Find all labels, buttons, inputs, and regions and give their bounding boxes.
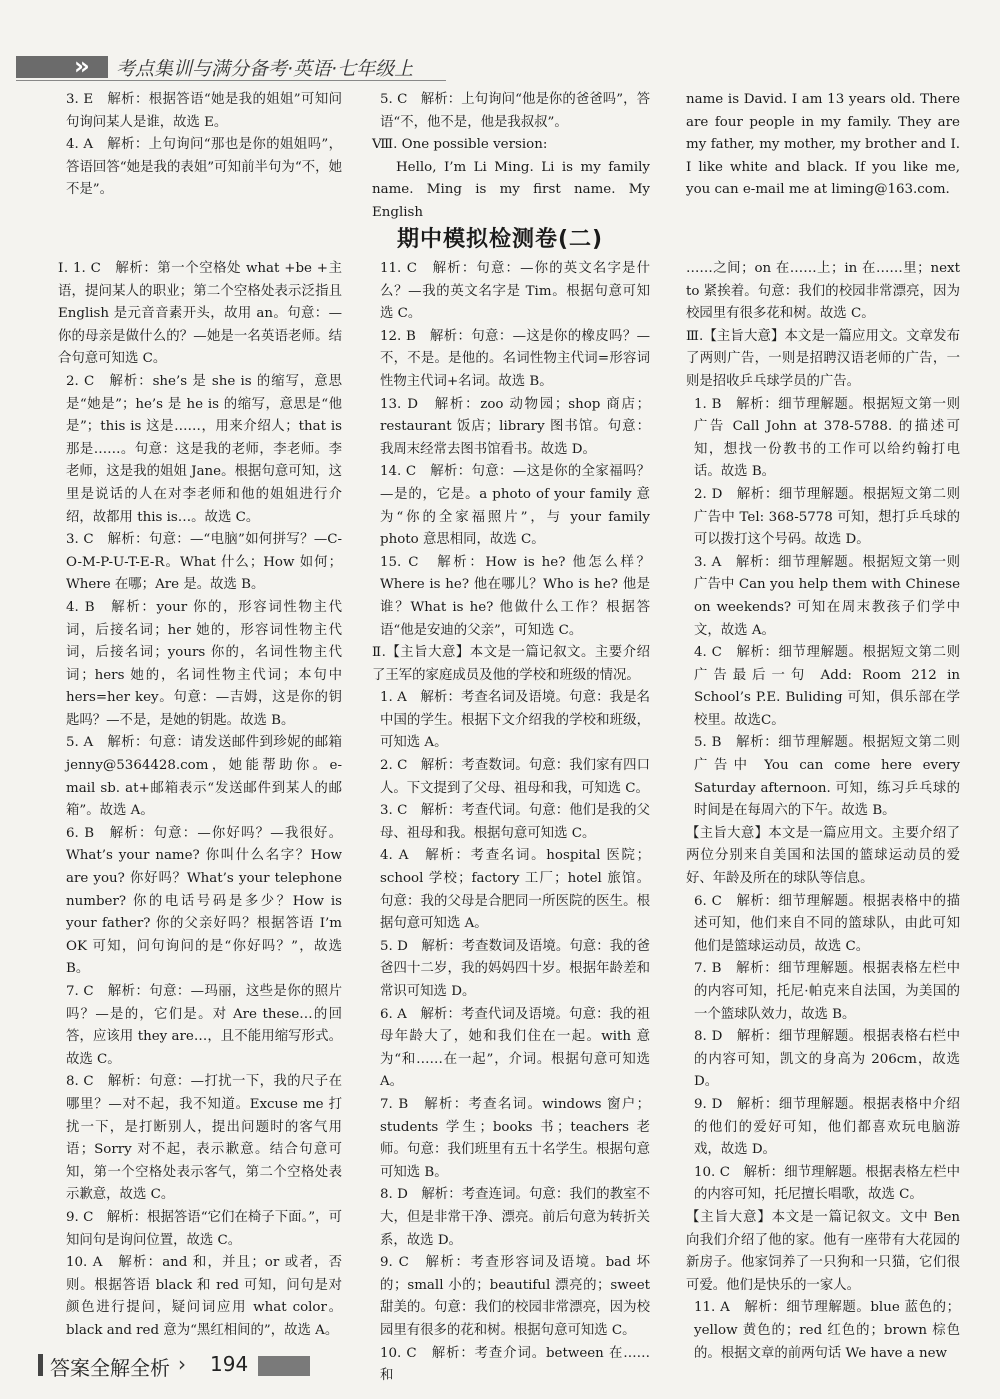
answer-item: 5. D 解析：考查数词及语境。句意：我的爸爸四十二岁，我的妈妈四十岁。根据年龄差和常识可知选 D。 — [380, 938, 650, 999]
answer-item: 3. C 解析：考查代词。句意：他们是我的父母、祖母和我。根据句意可知选 C。 — [380, 803, 650, 841]
running-header — [16, 52, 436, 80]
answer-item: 3. E 解析：根据答语“她是我的姐姐”可知问句询问某人是谁，故选 E。 — [66, 92, 342, 130]
passage-summary: Ⅲ.【主旨大意】本文是一篇应用文。文章发布了两则广告，一则是招聘汉语老师的广告，一则是招收乒乓球学员的广告。 — [686, 328, 960, 389]
answer-item: 3. A 解析：细节理解题。根据短文第一则广告中 Can you help them with Chinese on weekends? 可知在周末教孩子们学中文，故选 A。 — [694, 554, 960, 638]
chevron-right-icon: › — [178, 1352, 186, 1376]
answer-item: 6. C 解析：细节理解题。根据表格中的描述可知，他们来自不同的篮球队，由此可知他们是篮球运动员，故选 C。 — [694, 893, 960, 954]
footer-bar — [38, 1354, 43, 1376]
answer-item: 8. C 解析：句意：—打扰一下，我的尺子在哪里？—对不起，我不知道。Excuse me 打扰一下，是打断别人，提出问题时的客气用语；Sorry 对不起，表示歉意。结合句意可知，第一个空格处表示客气，第二个空格处表示歉意，故选 C。 — [66, 1074, 342, 1203]
answer-item: 1. A 解析：考查名词及语境。句意：我是名中国的学生。根据下文介绍我的学校和班级，可知选 A。 — [380, 690, 650, 751]
answer-item: 11. A 解析：细节理解题。blue 蓝色的；yellow 黄色的；red 红色的；brown 棕色的。根据文章的前两句话 We have a new — [694, 1300, 960, 1361]
header-rule — [16, 80, 446, 81]
passage-summary: 【主旨大意】本文是一篇应用文。主要介绍了两位分别来自美国和法国的篮球运动员的爱好、年龄及所在的球队等信息。 — [686, 825, 960, 887]
essay-paragraph: Hello, I’m Li Ming. Li is my family name. Ming is my first name. My English — [372, 159, 650, 220]
answer-item: 3. C 解析：句意：—“电脑”如何拼写？—C-O-M-P-U-T-E-R。What 什么；How 如何；Where 在哪；Are 是。故选 B。 — [66, 532, 342, 593]
answer-item: 13. D 解析：zoo 动物园；shop 商店；restaurant 饭店；library 图书馆。句意：我周末经常去图书馆看书。故选 D。 — [380, 396, 650, 457]
chevron-right-icon: ›› — [74, 52, 86, 80]
header-bar — [16, 56, 108, 78]
answer-item: 12. B 解析：句意：—这是你的橡皮吗？—不，不是。是他的。名词性物主代词=形容词性物主代词+名词。故选 B。 — [380, 328, 650, 389]
answer-item: 2. D 解析：细节理解题。根据短文第二则广告中 Tel: 368-5778 可知，想打乒乓球的可以拨打这个号码。故选 D。 — [694, 486, 960, 548]
answer-item: 9. C 解析：考查形容词及语境。bad 坏的；small 小的；beautiful 漂亮的；sweet 甜美的。句意：我们的校园非常漂亮，因为校园里有很多的花和树。根据句意可知选 C。 — [380, 1255, 650, 1338]
top-column-1 — [58, 89, 342, 202]
answer-item: 7. B 解析：细节理解题。根据表格左栏中的内容可知，托尼·帕克来自法国，为美国的一个篮球队效力，故选 B。 — [694, 961, 960, 1022]
section-title: 期中模拟检测卷(二) — [396, 227, 604, 252]
header-title: 考点集训与满分备考·英语·七年级上 — [116, 58, 414, 80]
answer-item: 7. B 解析：考查名词。windows 窗户；students 学生；books 书；teachers 老师。句意：我们班里有五十名学生。根据句意可知选 B。 — [380, 1096, 650, 1180]
answer-item: 2. C 解析：she’s 是 she is 的缩写，意思是“她是”；he’s 是 he is 的缩写，意思是“他是”；this is 这是……，用来介绍人；that is 那是……。句意：这是我的老师，李老师。李老师，这是我的姐姐 Jane。根据句意可知，这里是说话的人在对李老师和他的姐姐进行介绍，故都用 this is…。故选 C。 — [66, 373, 342, 525]
passage-summary: Ⅱ.【主旨大意】本文是一篇记叙文。主要介绍了王军的家庭成员及他的学校和班级的情况。 — [372, 645, 650, 683]
answer-item: 11. C 解析：句意：—你的英文名字是什么？—我的英文名字是 Tim。根据句意可知选 C。 — [380, 261, 650, 322]
answer-item: 8. D 解析：考查连词。句意：我们的教室不大，但是非常干净、漂亮。前后句意为转折关系，故选 D。 — [380, 1187, 650, 1248]
answer-item: 2. C 解析：考查数词。句意：我们家有四口人。下文提到了父母、祖母和我，可知选 C。 — [380, 758, 650, 796]
column-2 — [372, 258, 650, 1388]
answer-item: 9. C 解析：根据答语“它们在椅子下面。”，可知问句是询问位置，故选 C。 — [66, 1209, 342, 1248]
answer-item: Ⅰ. 1. C 解析：第一个空格处 what +be +主语，提问某人的职业；第二个空格处表示泛指且 English 是元音音素开头，故用 an。句意：—你的母亲是做什么的？—她是一名英语老师。结合句意可知选 C。 — [58, 261, 342, 367]
answer-item: 14. C 解析：句意：—这是你的全家福吗？—是的，它是。a photo of your family 意为“你的全家福照片”，与 your family photo 意思相同，故选 C。 — [380, 464, 650, 548]
answer-item: 10. C 解析：细节理解题。根据表格左栏中的内容可知，托尼擅长唱歌，故选 C。 — [694, 1164, 960, 1203]
answer-item: 4. C 解析：细节理解题。根据短文第二则广告最后一句 Add: Room 212 in School’s P.E. Buliding 可知，俱乐部在学校里。故选C。 — [694, 645, 960, 728]
answer-item: 8. D 解析：细节理解题。根据表格右栏中的内容可知，凯文的身高为 206cm，故选 D。 — [694, 1029, 960, 1090]
passage-summary: 【主旨大意】本文是一篇记叙文。文中 Ben 向我们介绍了他的家。他有一座带有大花园的新房子。他家饲养了一只狗和一只猫，它们很可爱。他们是快乐的一家人。 — [686, 1209, 960, 1293]
answer-item: 10. A 解析：and 和，并且；or 或者，否则。根据答语 black 和 red 可知，问句是对颜色进行提问，疑问词应用 what color。black and red 意为“黑红相间的”，故选 A。 — [66, 1255, 342, 1338]
answer-item: 5. B 解析：细节理解题。根据短文第二则广告中 You can come here every Saturday afternoon. 可知，练习乒乓球的时间是在每周六的下午。故选 B。 — [694, 735, 960, 819]
answer-item: 10. C 解析：考查介词。between 在……和 — [380, 1345, 650, 1384]
column-3 — [686, 258, 960, 1365]
answer-item: 15. C 解析：How is he? 他怎么样？Where is he? 他在哪儿？Who is he? 他是谁？What is he? 他做什么工作？根据答语“他是安迪的父亲”，可知选 C。 — [380, 554, 650, 638]
answer-item: 4. A 解析：考查名词。hospital 医院；school 学校；factory 工厂；hotel 旅馆。句意：我的父母是合肥同一所医院的医生。根据句意可知选 A。 — [380, 848, 650, 932]
top-column-3 — [686, 89, 960, 202]
answer-item: 9. D 解析：细节理解题。根据表格中介绍的他们的爱好可知，他们都喜欢玩电脑游戏，故选 D。 — [694, 1096, 960, 1158]
answer-item: 6. A 解析：考查代词及语境。句意：我的祖母年龄大了，她和我们住在一起。with 意为“和……在一起”，介词。根据句意可知选A。 — [380, 1006, 650, 1090]
answer-item: 7. C 解析：句意：—玛丽，这些是你的照片吗？—是的，它们是。对 Are these…的回答，应该用 they are…，且不能用缩写形式。故选 C。 — [66, 984, 342, 1067]
footer-block — [258, 1356, 310, 1376]
answer-item: 6. B 解析：句意：—你好吗？—我很好。What’s your name? 你叫什么名字？How are you? 你好吗？What’s your telephone number? 你的电话号码是多少？How is your father? 你的父亲好吗？根据答语 I’m OK 可知，问句询问的是“你好吗？”，故选B。 — [66, 825, 342, 977]
top-column-2 — [372, 89, 650, 225]
answer-item: 4. B 解析：your 你的，形容词性物主代词，后接名词；her 她的，形容词性物主代词，后接名词；yours 你的，名词性物主代词；hers 她的，名词性物主代词；本句中 hers=her key。句意：—吉姆，这是你的钥匙吗？—不是，是她的钥匙。故选 B。 — [66, 599, 342, 728]
essay-paragraph: name is David. I am 13 years old. There are four people in my family. They are my father, my mother, my brother and I. I like white and black. If you like me, you can e-mail me at liming@163.com. — [686, 92, 960, 198]
answer-item: 1. B 解析：细节理解题。根据短文第一则广告 Call John at 378-5788. 的描述可知，想找一份教书的工作可以给约翰打电话。故选 B。 — [694, 396, 960, 480]
answer-item: 5. A 解析：句意：请发送邮件到珍妮的邮箱 jenny@5364428.com，她能帮助你。e-mail sb. at+邮箱表示“发送邮件到某人的邮箱”。故选 A。 — [66, 735, 342, 819]
answer-item: ……之间；on 在……上；in 在……里；next to 紧挨着。句意：我们的校园非常漂亮，因为校园里有很多花和树。故选 C。 — [686, 261, 960, 322]
answer-item: 5. C 解析：上句询问“他是你的爸爸吗”，答语“不，他不是，他是我叔叔”。 — [380, 92, 650, 130]
column-1 — [58, 258, 342, 1343]
page-footer — [38, 1352, 298, 1380]
section-heading: Ⅷ. One possible version: — [372, 137, 548, 153]
page-number: 194 — [210, 1352, 249, 1376]
footer-label: 答案全解全析 — [50, 1356, 170, 1380]
answer-item: 4. A 解析：上句询问“那也是你的姐姐吗”，答语回答“她是我的表姐”可知前半句为“不，她不是”。 — [66, 137, 342, 198]
